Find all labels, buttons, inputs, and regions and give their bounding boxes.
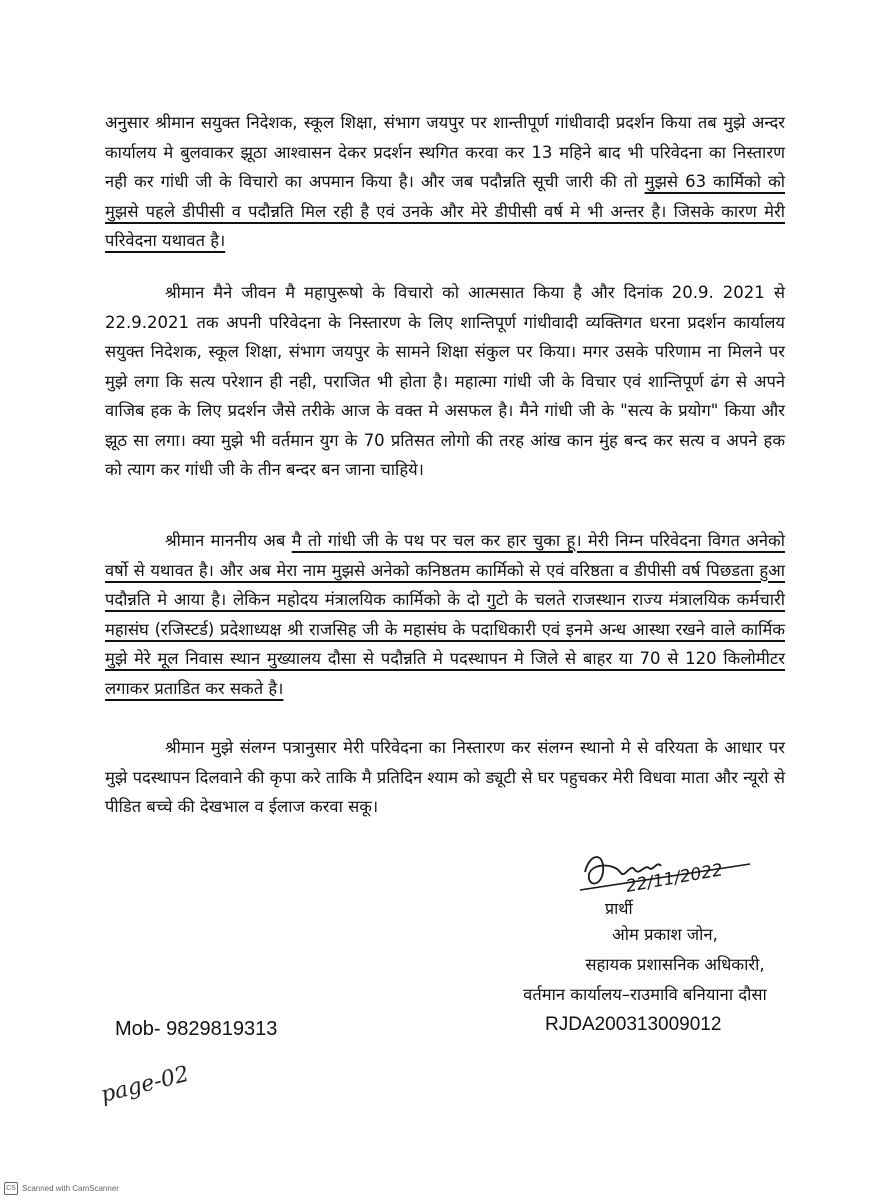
paragraph-1-text: अनुसार श्रीमान सयुक्त निदेशक, स्कूल शिक्षा, संभाग जयपुर पर शान्तीपूर्ण गांधीवादी प्रदर्शन किया तब मुझे अन्दर कार्यालय मे बुलवाकर झूठा आश्वासन देकर प्रदर्शन स्थगित करवा कर 13 महिने बाद भी परिवेदना का निस्तारण नही कर गांधी जी के विचारो का अपमान किया है। और जब पदौन्नति सूची जारी की तो (105, 113, 785, 191)
signer-designation: सहायक प्रशासनिक अधिकारी, (585, 955, 765, 974)
paragraph-4 (105, 733, 785, 822)
signature-date: 22/11/2022 (624, 860, 725, 897)
paragraph-2 (105, 278, 785, 485)
handwritten-signature (575, 842, 755, 922)
signer-office: वर्तमान कार्यालय–राउमावि बनियाना दौसा (523, 985, 767, 1004)
paragraph-2-text: श्रीमान मैने जीवन मै महापुरूषो के विचारो को आत्मसात किया है और दिनांक 20.9. 2021 से 22.9.2021 तक अपनी परिवेदना के निस्तारण के लिए शान्तिपूर्ण गांधीवादी व्यक्तिगत धरना प्रदर्शन कार्यालय सयुक्त निदेशक, स्कूल शिक्षा, संभाग जयपुर के सामने शिक्षा संकुल पर किया। मगर उसके परिणाम ना मिलने पर मुझे लगा कि सत्य परेशान ही नही, पराजित भी होता है। महात्मा गांधी जी के विचार एवं शान्तिपूर्ण ढंग से अपने वाजिब हक के लिए प्रदर्शन जैसे तरीके आज के वक्त मे असफल है। मैने गांधी जी के "सत्य के प्रयोग" किया और झूठ सा लगा। क्या मुझे भी वर्तमान युग के 70 प्रतिसत लोगो की तरह आंख कान मुंह बन्द कर सत्य व अपने हक को त्याग कर गांधी जी के तीन बन्दर बन जाना चाहिये। (105, 283, 785, 479)
paragraph-3-text: श्रीमान माननीय अब (165, 531, 292, 550)
signer-name: ओम प्रकाश जोन, (612, 925, 718, 944)
paragraph-3-underlined: मै तो गांधी जी के पथ पर चल कर हार चुका हू। मेरी निम्न परिवेदना विगत अनेको वर्षो से यथावत है। और अब मेरा नाम मुझसे अनेको कनिष्ठतम कार्मिको से एवं वरिष्ठता व डीपीसी वर्ष पिछडता हुआ पदौन्नति मे आया है। लेकिन महोदय मंत्रालयिक कार्मिको के दो गुटो के चलते राजस्थान राज्य मंत्रालयिक कर्मचारी महासंघ (रजिस्टर्ड) प्रदेशाध्यक्ष श्री राजसिह जी के महासंघ के पदाधिकारी एवं इनमे अन्ध आस्था रखने वाले कार्मिक मुझे मेरे मूल निवास स्थान मुख्यालय दौसा से पदौन्नति मे पदस्थापन मे जिले से बाहर या 70 से 120 किलोमीटर लगाकर प्रताडित कर सकते है। (105, 531, 785, 698)
paragraph-1-underlined: मुझसे 63 कार्मिको को मुझसे पहले डीपीसी व पदौन्नति मिल रही है एवं उनके और मेरे डीपीसी वर्ष मे भी अन्तर है। जिसके कारण मेरी परिवेदना यथावत है। (105, 172, 786, 250)
handwritten-page-note (95, 1060, 215, 1115)
page-note-text: page-02 (98, 1061, 192, 1108)
scanner-footer-text: Scanned with CamScanner (22, 1184, 119, 1193)
paragraph-4-text: श्रीमान मुझे संलग्न पत्रानुसार मेरी परिवेदना का निस्तारण कर संलग्न स्थानो मे से वरियता के आधार पर मुझे पदस्थापन दिलवाने की कृपा करे ताकि मै प्रतिदिन श्याम को ड्यूटी से घर पहुचकर मेरी विधवा माता और न्यूरो से पीडित बच्चे की देखभाल व ईलाज करवा सकू। (105, 738, 785, 816)
mobile-number: Mob- 9829819313 (115, 1018, 278, 1040)
paragraph-3 (105, 526, 785, 703)
camscanner-logo-icon: CS (4, 1182, 18, 1195)
prarthi-label: प्रार्थी (605, 899, 633, 918)
paragraph-1 (105, 108, 785, 256)
employee-id: RJDA200313009012 (545, 1014, 722, 1035)
signature-block (470, 920, 800, 1010)
scanner-footer (4, 1182, 119, 1195)
